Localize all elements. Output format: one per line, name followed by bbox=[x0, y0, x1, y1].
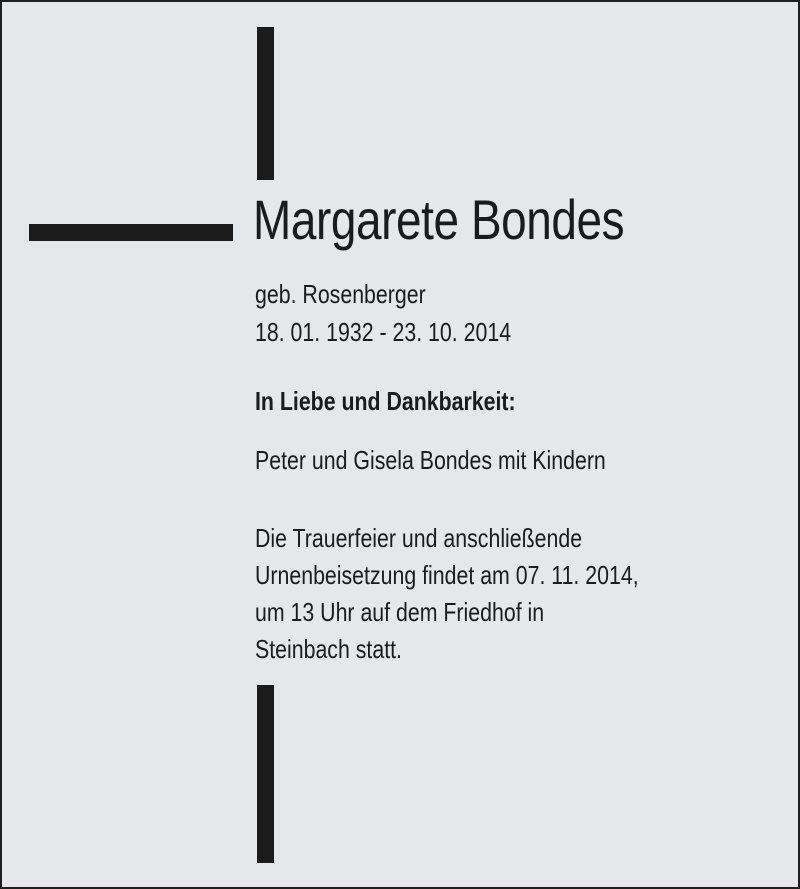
birth-name: geb. Rosenberger bbox=[255, 279, 426, 309]
mourners: Peter und Gisela Bondes mit Kindern bbox=[255, 445, 606, 475]
dedication-heading: In Liebe und Dankbarkeit: bbox=[255, 386, 516, 416]
life-dates: 18. 01. 1932 - 23. 10. 2014 bbox=[255, 317, 512, 347]
funeral-notice-line: um 13 Uhr auf dem Friedhof in bbox=[255, 597, 545, 627]
cross-left-bar bbox=[29, 224, 233, 241]
funeral-notice-line: Urnenbeisetzung findet am 07. 11. 2014, bbox=[255, 560, 639, 590]
cross-top-bar bbox=[257, 27, 274, 180]
funeral-notice bbox=[255, 520, 639, 668]
funeral-notice-line: Steinbach statt. bbox=[255, 634, 402, 664]
funeral-notice-line: Die Trauerfeier und anschließende bbox=[255, 523, 583, 553]
deceased-name: Margarete Bondes bbox=[253, 188, 625, 251]
cross-bottom-bar bbox=[257, 685, 274, 863]
